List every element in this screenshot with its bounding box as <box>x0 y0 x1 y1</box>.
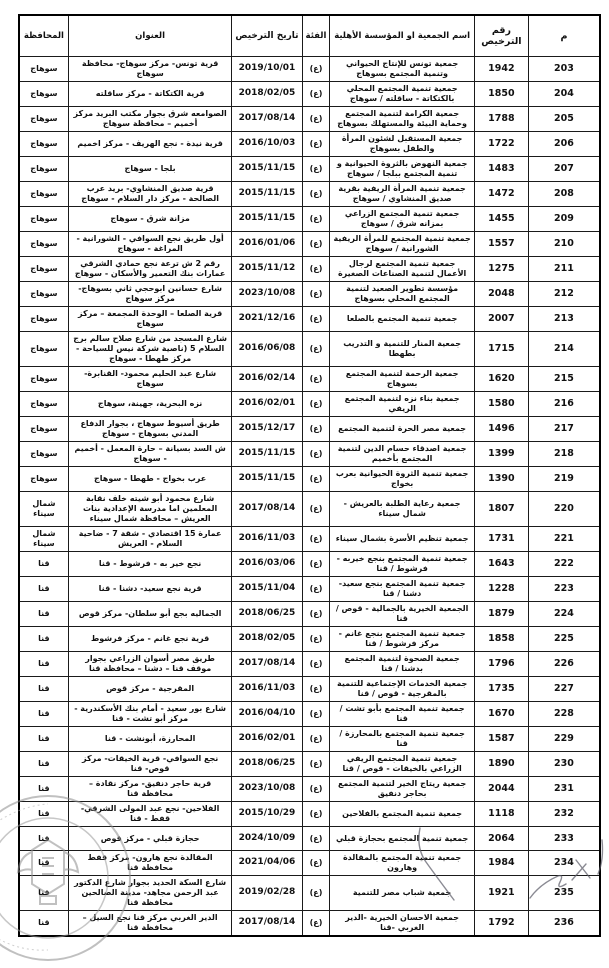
cell-serial: 210 <box>528 232 600 257</box>
cell-license-no: 1788 <box>474 107 528 132</box>
cell-serial: 231 <box>528 777 600 802</box>
cell-governorate: شمال سيناء <box>19 492 68 527</box>
table-row <box>19 627 600 652</box>
cell-license-date: 2016/02/14 <box>232 367 302 392</box>
cell-serial: 206 <box>528 132 600 157</box>
cell-license-no: 2007 <box>474 307 528 332</box>
cell-license-no: 1921 <box>474 876 528 911</box>
cell-license-date: 2023/10/08 <box>232 282 302 307</box>
cell-license-date: 2015/11/12 <box>232 257 302 282</box>
cell-license-no: 1275 <box>474 257 528 282</box>
cell-name: جمعية بناء نزه لتنمية المجتمع الريفي <box>330 392 474 417</box>
cell-license-date: 2015/11/15 <box>232 207 302 232</box>
cell-address: شارع حسانين ابوحجي ثاني بسوهاج-مركز سوهاج <box>68 282 232 307</box>
cell-name: جمعية تنمية المرأة الريفية بقرية صديق المنشاوي / سوهاج <box>330 182 474 207</box>
cell-governorate: سوهاج <box>19 57 68 82</box>
cell-name: جمعية تنمية المجتمع بالصلعا <box>330 307 474 332</box>
cell-governorate: سوهاج <box>19 182 68 207</box>
cell-name: جمعية النهوض بالثروة الحيوانية و تنمية المجتمع ببلجا / سوهاج <box>330 157 474 182</box>
cell-license-no: 1735 <box>474 677 528 702</box>
table-row <box>19 827 600 851</box>
cell-name: جمعية تونس للإنتاج الحيواني وتنمية المجتمع بسوهاج <box>330 57 474 82</box>
cell-governorate: سوهاج <box>19 417 68 442</box>
cell-category: (ع) <box>302 552 330 577</box>
cell-name: جمعية تنمية الثروة الحيوانية بعرب بخواج <box>330 467 474 492</box>
cell-serial: 227 <box>528 677 600 702</box>
cell-name: جمعية الخدمات الإجتماعية للتنمية بالمقرجية - قوص / قنا <box>330 677 474 702</box>
table-row <box>19 527 600 552</box>
cell-license-date: 2024/10/09 <box>232 827 302 851</box>
cell-serial: 204 <box>528 82 600 107</box>
cell-license-no: 1807 <box>474 492 528 527</box>
cell-license-no: 1715 <box>474 332 528 367</box>
cell-license-date: 2016/04/10 <box>232 702 302 727</box>
cell-category: (ع) <box>302 367 330 392</box>
table-row <box>19 107 600 132</box>
cell-serial: 217 <box>528 417 600 442</box>
header-address: العنوان <box>68 15 232 57</box>
table-row <box>19 332 600 367</box>
cell-governorate: قنا <box>19 827 68 851</box>
table-row <box>19 652 600 677</box>
cell-name: جمعية الكرامة لتنمية المجتمع وحماية البيئة والمستهلك بسوهاج <box>330 107 474 132</box>
table-row <box>19 207 600 232</box>
cell-category: (ع) <box>302 802 330 827</box>
cell-governorate: قنا <box>19 851 68 876</box>
cell-address: نجع السوافي- قرية الخيقات- مركز قوص- قنا <box>68 752 232 777</box>
cell-name: جمعية تنمية المجتمع الزراعي بمزانه شرق / سوهاج <box>330 207 474 232</box>
ngo-registry-table <box>18 14 601 937</box>
cell-license-no: 1557 <box>474 232 528 257</box>
cell-license-no: 1731 <box>474 527 528 552</box>
cell-address: حجازة قبلي - مركز قوص <box>68 827 232 851</box>
cell-category: (ع) <box>302 182 330 207</box>
cell-address: ش السد بسيانة – حارة المعمل - أخميم - سوهاج <box>68 442 232 467</box>
cell-address: بلجا - سوهاج <box>68 157 232 182</box>
cell-category: (ع) <box>302 652 330 677</box>
cell-category: (ع) <box>302 82 330 107</box>
cell-license-no: 1670 <box>474 702 528 727</box>
cell-license-date: 2016/11/03 <box>232 527 302 552</box>
cell-category: (ع) <box>302 442 330 467</box>
table-row <box>19 257 600 282</box>
cell-name: جمعية المنار للتنمية و التدريب بطهطا <box>330 332 474 367</box>
cell-category: (ع) <box>302 777 330 802</box>
cell-address: الصوامعه شرق بجوار مكتب البريد مركز أخميم – محافظة سوهاج <box>68 107 232 132</box>
cell-governorate: سوهاج <box>19 157 68 182</box>
cell-name: مؤسسة تطوير الصعيد لتنمية المجتمع المحلي بسوهاج <box>330 282 474 307</box>
cell-license-no: 1587 <box>474 727 528 752</box>
cell-address: الفلاحين- نجع عبد المولى الشرقي- قفط - قنا <box>68 802 232 827</box>
cell-name: جمعية تنمية المجتمع لرجال الأعمال لتنمية الصناعات الصغيرة <box>330 257 474 282</box>
table-row <box>19 577 600 602</box>
cell-address: نزه البحرية، جهينة، سوهاج <box>68 392 232 417</box>
cell-address: قرية الصلعا – الوحدة المجمعة – مركز سوهاج <box>68 307 232 332</box>
cell-name: جمعية تنظيم الأسرة بشمال سيناء <box>330 527 474 552</box>
cell-license-no: 1228 <box>474 577 528 602</box>
cell-governorate: قنا <box>19 627 68 652</box>
header-association-name: اسم الجمعية او المؤسسة الأهلية <box>330 15 474 57</box>
cell-serial: 205 <box>528 107 600 132</box>
cell-serial: 213 <box>528 307 600 332</box>
cell-license-no: 2048 <box>474 282 528 307</box>
cell-name: جمعية تنمية المجتمع بنجع خيربه - فرشوط / قنا <box>330 552 474 577</box>
cell-address: الدير الغربي مركز قنا نجع السيل – محافظة قنا <box>68 911 232 937</box>
cell-serial: 218 <box>528 442 600 467</box>
table-row <box>19 552 600 577</box>
cell-name: جمعية تنمية المجتمع بأبو تشت / قنا <box>330 702 474 727</box>
cell-serial: 220 <box>528 492 600 527</box>
cell-serial: 230 <box>528 752 600 777</box>
cell-name: جمعية الصحوة لتنمية المجتمع بدشنا / قنا <box>330 652 474 677</box>
cell-serial: 224 <box>528 602 600 627</box>
cell-license-date: 2016/11/03 <box>232 677 302 702</box>
cell-governorate: قنا <box>19 552 68 577</box>
cell-governorate: سوهاج <box>19 307 68 332</box>
cell-license-date: 2016/06/08 <box>232 332 302 367</box>
cell-category: (ع) <box>302 57 330 82</box>
table-row <box>19 442 600 467</box>
cell-address: قرية نجع غانم - مركز فرشوط <box>68 627 232 652</box>
cell-license-date: 2018/02/05 <box>232 627 302 652</box>
cell-governorate: سوهاج <box>19 107 68 132</box>
cell-governorate: قنا <box>19 777 68 802</box>
cell-governorate: قنا <box>19 652 68 677</box>
table-row <box>19 702 600 727</box>
cell-category: (ع) <box>302 307 330 332</box>
cell-name: جمعية الرحمة لتنمية المجتمع بسوهاج <box>330 367 474 392</box>
cell-governorate: شمال سيناء <box>19 527 68 552</box>
cell-category: (ع) <box>302 827 330 851</box>
cell-address: الجماليه بجع أبو سلطان- مركز قوص <box>68 602 232 627</box>
cell-governorate: سوهاج <box>19 367 68 392</box>
table-row <box>19 467 600 492</box>
cell-name: جمعية الاحسان الخيرية -الدير الغربي -قنا <box>330 911 474 937</box>
cell-serial: 208 <box>528 182 600 207</box>
table-row <box>19 232 600 257</box>
cell-governorate: قنا <box>19 802 68 827</box>
cell-address: شارع السكة الحديد بجوار شارع الدكتور عبد الرحمن مجاهد- مدينة الصالحين محافظة قنا <box>68 876 232 911</box>
cell-name: جمعية تنمية المجتمع بنجع غانم - مركز فرشوط / قنا <box>330 627 474 652</box>
cell-address: عرب بخواج - طهطا - سوهاج <box>68 467 232 492</box>
cell-serial: 233 <box>528 827 600 851</box>
cell-license-no: 1118 <box>474 802 528 827</box>
table-row <box>19 752 600 777</box>
cell-license-date: 2016/02/01 <box>232 727 302 752</box>
cell-serial: 228 <box>528 702 600 727</box>
cell-license-date: 2017/08/14 <box>232 492 302 527</box>
table-row <box>19 132 600 157</box>
cell-governorate: سوهاج <box>19 132 68 157</box>
table-row <box>19 307 600 332</box>
cell-governorate: سوهاج <box>19 207 68 232</box>
cell-serial: 219 <box>528 467 600 492</box>
cell-license-no: 1620 <box>474 367 528 392</box>
header-license-number: رقم الترخيص <box>474 15 528 57</box>
cell-name: جمعية تنمية المجتمع بنجع سعيد- دشنا / قنا <box>330 577 474 602</box>
cell-license-date: 2015/10/29 <box>232 802 302 827</box>
cell-address: قرية نجع سعيد- دشنا - قنا <box>68 577 232 602</box>
cell-serial: 232 <box>528 802 600 827</box>
header-category: الفئة <box>302 15 330 57</box>
cell-governorate: قنا <box>19 702 68 727</box>
cell-category: (ع) <box>302 851 330 876</box>
table-row <box>19 82 600 107</box>
cell-license-no: 1580 <box>474 392 528 417</box>
cell-license-no: 1890 <box>474 752 528 777</box>
cell-license-no: 1399 <box>474 442 528 467</box>
cell-category: (ع) <box>302 232 330 257</box>
table-row <box>19 157 600 182</box>
cell-address: شارع محمود أبو شيته خلف نقابة المعلمين اما مدرسة الإعدادية بنات العريش – محافظة شمال سيناء <box>68 492 232 527</box>
cell-license-date: 2015/11/15 <box>232 442 302 467</box>
cell-license-date: 2019/10/01 <box>232 57 302 82</box>
cell-governorate: سوهاج <box>19 232 68 257</box>
cell-governorate: قنا <box>19 577 68 602</box>
cell-serial: 211 <box>528 257 600 282</box>
table-row <box>19 417 600 442</box>
cell-license-no: 1942 <box>474 57 528 82</box>
header-license-date: تاريخ الترخيص <box>232 15 302 57</box>
cell-governorate: سوهاج <box>19 257 68 282</box>
cell-name: جمعية تنمية المجتمع بالفلاحين <box>330 802 474 827</box>
cell-address: نجع خير به - فرشوط - قنا <box>68 552 232 577</box>
cell-name: جمعية تنمية المجتمع الريفي الزراعي بالخيقات - قوص / قنا <box>330 752 474 777</box>
cell-address: طريق مصر أسوان الزراعي بجوار موقف قنا – دشنا – محافظة قنا <box>68 652 232 677</box>
cell-address: قرية حاجر دنفيق- مركز نقادة – محافظة قنا <box>68 777 232 802</box>
cell-serial: 226 <box>528 652 600 677</box>
cell-category: (ع) <box>302 417 330 442</box>
cell-license-no: 1858 <box>474 627 528 652</box>
table-row <box>19 367 600 392</box>
cell-category: (ع) <box>302 107 330 132</box>
cell-address: المقرجية - مركز قوص <box>68 677 232 702</box>
cell-governorate: سوهاج <box>19 82 68 107</box>
cell-name: جمعية ريتاج الخير لتنمية المجتمع بحاجر دنفيق <box>330 777 474 802</box>
cell-name: جمعية تنمية المجتمع المحلي بالكتكاتة - ساقلته / سوهاج <box>330 82 474 107</box>
cell-category: (ع) <box>302 332 330 367</box>
cell-license-no: 1472 <box>474 182 528 207</box>
cell-license-date: 2016/03/06 <box>232 552 302 577</box>
cell-governorate: قنا <box>19 752 68 777</box>
cell-address: شارع المسجد من شارع صلاح سالم برج السلام 5 (ناصية شركة نيس للسياحة - مركز طهطا - سوهاج <box>68 332 232 367</box>
table-row <box>19 282 600 307</box>
cell-serial: 229 <box>528 727 600 752</box>
header-row <box>19 15 600 57</box>
cell-name: جمعية تنمية المجتمع بالمحارزة / قنا <box>330 727 474 752</box>
header-serial: م <box>528 15 600 57</box>
cell-serial: 207 <box>528 157 600 182</box>
cell-license-no: 1792 <box>474 911 528 937</box>
cell-address: شارع بور سعيد - أمام بنك الأسكندرية - مركز أبو تشت - قنا <box>68 702 232 727</box>
cell-category: (ع) <box>302 727 330 752</box>
cell-license-date: 2016/10/03 <box>232 132 302 157</box>
cell-serial: 222 <box>528 552 600 577</box>
cell-category: (ع) <box>302 876 330 911</box>
cell-license-date: 2018/02/05 <box>232 82 302 107</box>
table-body <box>19 57 600 937</box>
cell-license-date: 2018/06/25 <box>232 752 302 777</box>
cell-serial: 212 <box>528 282 600 307</box>
cell-category: (ع) <box>302 207 330 232</box>
cell-serial: 214 <box>528 332 600 367</box>
cell-license-date: 2017/08/14 <box>232 652 302 677</box>
cell-category: (ع) <box>302 677 330 702</box>
cell-name: جمعية تنمية المجتمع للمرأة الريفية الشورانية / سوهاج <box>330 232 474 257</box>
cell-address: قرية الكتكاتة - مركز ساقلته <box>68 82 232 107</box>
cell-license-date: 2015/11/04 <box>232 577 302 602</box>
cell-license-date: 2023/10/08 <box>232 777 302 802</box>
table-row <box>19 492 600 527</box>
cell-license-date: 2016/02/01 <box>232 392 302 417</box>
cell-category: (ع) <box>302 527 330 552</box>
header-governorate: المحافظة <box>19 15 68 57</box>
cell-category: (ع) <box>302 132 330 157</box>
cell-address: قرية تونس- مركز سوهاج- محافظة سوهاج <box>68 57 232 82</box>
cell-serial: 225 <box>528 627 600 652</box>
table-row <box>19 876 600 911</box>
cell-serial: 234 <box>528 851 600 876</box>
cell-governorate: سوهاج <box>19 467 68 492</box>
cell-license-date: 2021/12/16 <box>232 307 302 332</box>
cell-serial: 209 <box>528 207 600 232</box>
cell-governorate: قنا <box>19 911 68 937</box>
cell-name: جمعية اصدقاء حسام الدين لتنمية المجتمع بأخميم <box>330 442 474 467</box>
cell-license-no: 1390 <box>474 467 528 492</box>
cell-license-date: 2015/11/15 <box>232 467 302 492</box>
cell-name: الجمعية الخيرية بالجمالية - قوص / قنا <box>330 602 474 627</box>
cell-address: المحارزة، أبونشت - قنا <box>68 727 232 752</box>
cell-category: (ع) <box>302 157 330 182</box>
cell-license-date: 2015/12/17 <box>232 417 302 442</box>
cell-license-no: 1496 <box>474 417 528 442</box>
cell-governorate: سوهاج <box>19 282 68 307</box>
cell-license-date: 2017/08/14 <box>232 911 302 937</box>
cell-license-no: 2064 <box>474 827 528 851</box>
cell-category: (ع) <box>302 627 330 652</box>
table-row <box>19 911 600 937</box>
cell-address: مزانة شرق - سوهاج <box>68 207 232 232</box>
table-row <box>19 851 600 876</box>
cell-license-date: 2019/02/28 <box>232 876 302 911</box>
table-row <box>19 777 600 802</box>
cell-category: (ع) <box>302 602 330 627</box>
cell-address: أول طريق نجع السوافي - الشورانية - المراغة - سوهاج <box>68 232 232 257</box>
cell-license-no: 1722 <box>474 132 528 157</box>
cell-category: (ع) <box>302 257 330 282</box>
cell-category: (ع) <box>302 752 330 777</box>
cell-serial: 235 <box>528 876 600 911</box>
cell-governorate: قنا <box>19 602 68 627</box>
cell-serial: 203 <box>528 57 600 82</box>
cell-license-date: 2021/04/06 <box>232 851 302 876</box>
cell-address: قرية صديق المنشاوي- بريد عرب الصالحة - مركز دار السلام - سوهاج <box>68 182 232 207</box>
cell-governorate: قنا <box>19 677 68 702</box>
cell-serial: 215 <box>528 367 600 392</box>
cell-license-no: 1643 <box>474 552 528 577</box>
cell-address: رقم 2 ش ترعة نجع حمادي الشرقي عمارات بنك التعمير والأسكان - سوهاج <box>68 257 232 282</box>
cell-license-no: 1850 <box>474 82 528 107</box>
table-row <box>19 602 600 627</box>
cell-address: قرية نيدة - نجع الهريف - مركز اخميم <box>68 132 232 157</box>
cell-license-date: 2017/08/14 <box>232 107 302 132</box>
cell-address: طريق أسيوط سوهاج ، بجوار الدفاع المدني بسوهاج - سوهاج <box>68 417 232 442</box>
cell-license-no: 1455 <box>474 207 528 232</box>
cell-serial: 236 <box>528 911 600 937</box>
cell-license-no: 2044 <box>474 777 528 802</box>
table-row <box>19 802 600 827</box>
cell-address: عمارة 15 اقتصادي - شقة 7 - ضاحية السلام - العريش <box>68 527 232 552</box>
cell-category: (ع) <box>302 282 330 307</box>
cell-license-date: 2015/11/15 <box>232 157 302 182</box>
cell-license-date: 2016/01/06 <box>232 232 302 257</box>
cell-governorate: قنا <box>19 876 68 911</box>
cell-address: المقالدة نجع هارون- مركز قفط محافظة قنا <box>68 851 232 876</box>
cell-name: جمعية تنمية المجتمع بحجازة قبلي <box>330 827 474 851</box>
cell-category: (ع) <box>302 392 330 417</box>
cell-license-no: 1984 <box>474 851 528 876</box>
cell-category: (ع) <box>302 577 330 602</box>
cell-license-no: 1796 <box>474 652 528 677</box>
cell-license-date: 2015/11/15 <box>232 182 302 207</box>
cell-category: (ع) <box>302 911 330 937</box>
cell-name: جمعية مصر الحرة لتنمية المجتمع <box>330 417 474 442</box>
cell-serial: 223 <box>528 577 600 602</box>
table-row <box>19 677 600 702</box>
cell-name: جمعية شباب مصر للتنمية <box>330 876 474 911</box>
cell-license-no: 1879 <box>474 602 528 627</box>
cell-governorate: سوهاج <box>19 392 68 417</box>
cell-category: (ع) <box>302 492 330 527</box>
cell-serial: 221 <box>528 527 600 552</box>
cell-license-date: 2018/06/25 <box>232 602 302 627</box>
table-row <box>19 392 600 417</box>
cell-category: (ع) <box>302 467 330 492</box>
cell-governorate: قنا <box>19 727 68 752</box>
cell-name: جمعية تنمية المجتمع بالمقالدة وهارون <box>330 851 474 876</box>
table-row <box>19 727 600 752</box>
cell-category: (ع) <box>302 702 330 727</box>
cell-name: جمعية رعاية الطلبة بالعريش - شمال سيناء <box>330 492 474 527</box>
cell-name: جمعية المستقبل لشئون المرأة والطفل بسوهاج <box>330 132 474 157</box>
cell-address: شارع عبد الحليم محمود- القنابرة- سوهاج <box>68 367 232 392</box>
cell-governorate: سوهاج <box>19 332 68 367</box>
table-row <box>19 57 600 82</box>
cell-serial: 216 <box>528 392 600 417</box>
table-header <box>19 15 600 57</box>
cell-governorate: سوهاج <box>19 442 68 467</box>
table-row <box>19 182 600 207</box>
cell-license-no: 1483 <box>474 157 528 182</box>
